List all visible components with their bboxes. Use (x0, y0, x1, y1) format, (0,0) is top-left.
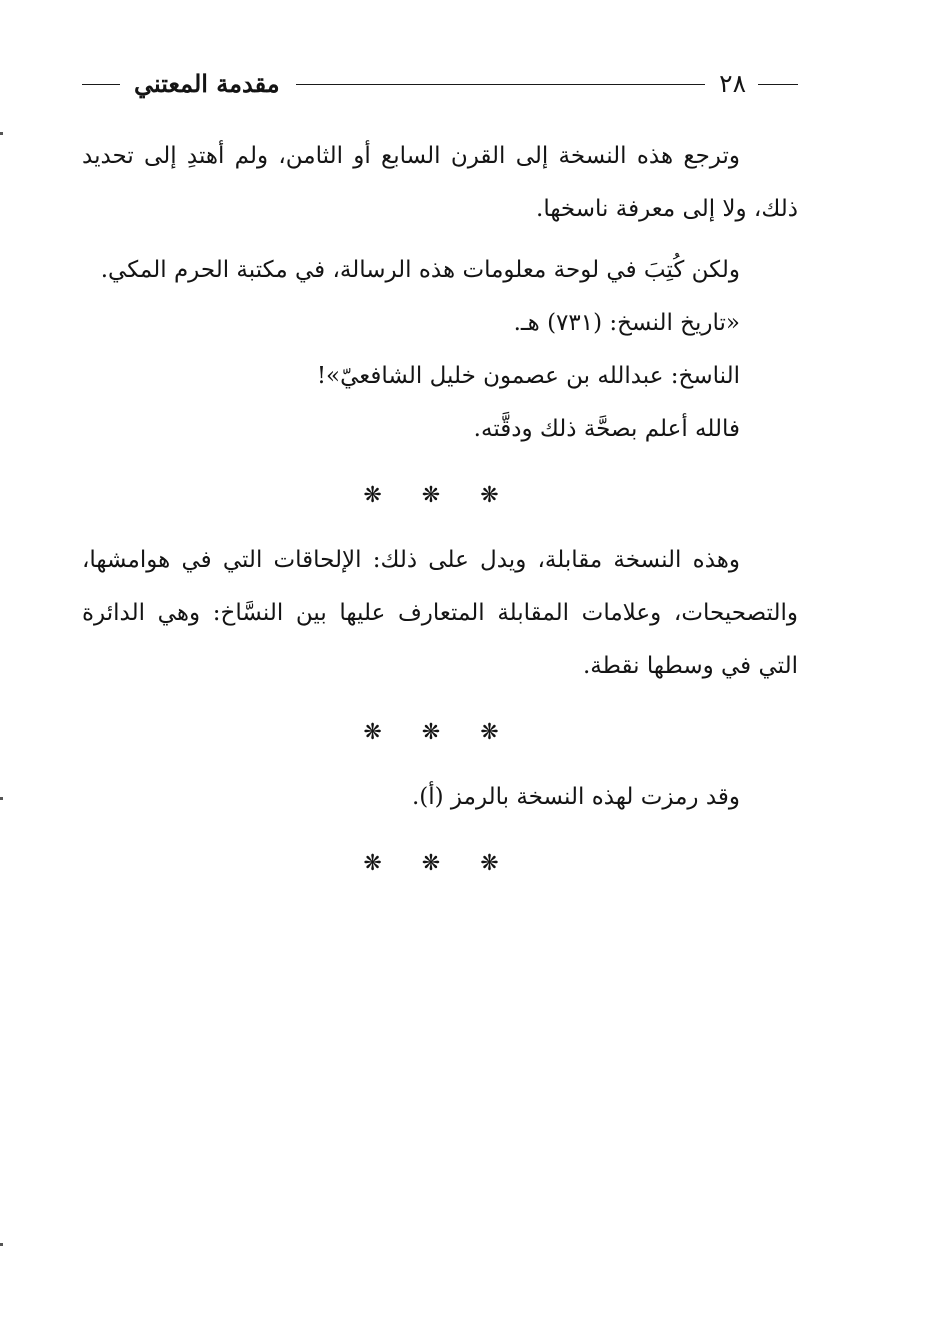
paragraph-dating: وترجع هذه النسخة إلى القرن السابع أو الثامن، ولم أهتدِ إلى تحديد ذلك، ولا إلى معرفة ناسخها. (82, 143, 798, 222)
separator-star-icon: ❋ (480, 483, 517, 508)
paragraph-symbol: وقد رمزت لهذه النسخة بالرمز (أ). (411, 784, 740, 810)
scan-edge-mark (0, 1243, 3, 1246)
paragraph-copyist: الناسخ: عبدالله بن عصمون خليل الشافعيّ»! (316, 363, 740, 389)
header-rule-middle (296, 84, 706, 85)
running-header (82, 62, 798, 106)
scan-edge-mark (0, 132, 3, 135)
separator-star-icon: ❋ (363, 483, 400, 508)
separator-star-icon: ❋ (421, 483, 459, 508)
paragraph-remark: فالله أعلم بصحَّة ذلك ودقَّته. (473, 416, 740, 442)
separator-star-icon: ❋ (421, 851, 459, 876)
paragraph-collation: وهذه النسخة مقابلة، ويدل على ذلك: الإلحاقات التي في هوامشها، والتصحيحات، وعلامات المقابلة المتعارف عليها بين النسَّاخ: وهي الدائرة التي في وسطها نقطة. (82, 547, 798, 679)
running-title: مقدمة المعتني (134, 69, 280, 98)
paragraph-catalog-note: ولكن كُتِبَ في لوحة معلومات هذه الرسالة، في مكتبة الحرم المكي. (100, 257, 740, 283)
section-separator (82, 476, 798, 516)
separator-star-icon: ❋ (421, 720, 459, 745)
separator-star-icon: ❋ (363, 851, 400, 876)
separator-star-icon: ❋ (480, 720, 517, 745)
paragraph-copy-date: «تاريخ النسخ: (٧٣١) هـ. (513, 310, 740, 336)
section-separator (82, 713, 798, 753)
separator-star-icon: ❋ (363, 720, 400, 745)
header-rule-left (82, 84, 120, 85)
separator-star-icon: ❋ (480, 851, 517, 876)
section-separator (82, 844, 798, 884)
header-rule-right (758, 84, 798, 85)
page-number: ٢٨ (719, 69, 746, 98)
scan-edge-mark (0, 797, 3, 800)
body-text (82, 130, 798, 902)
